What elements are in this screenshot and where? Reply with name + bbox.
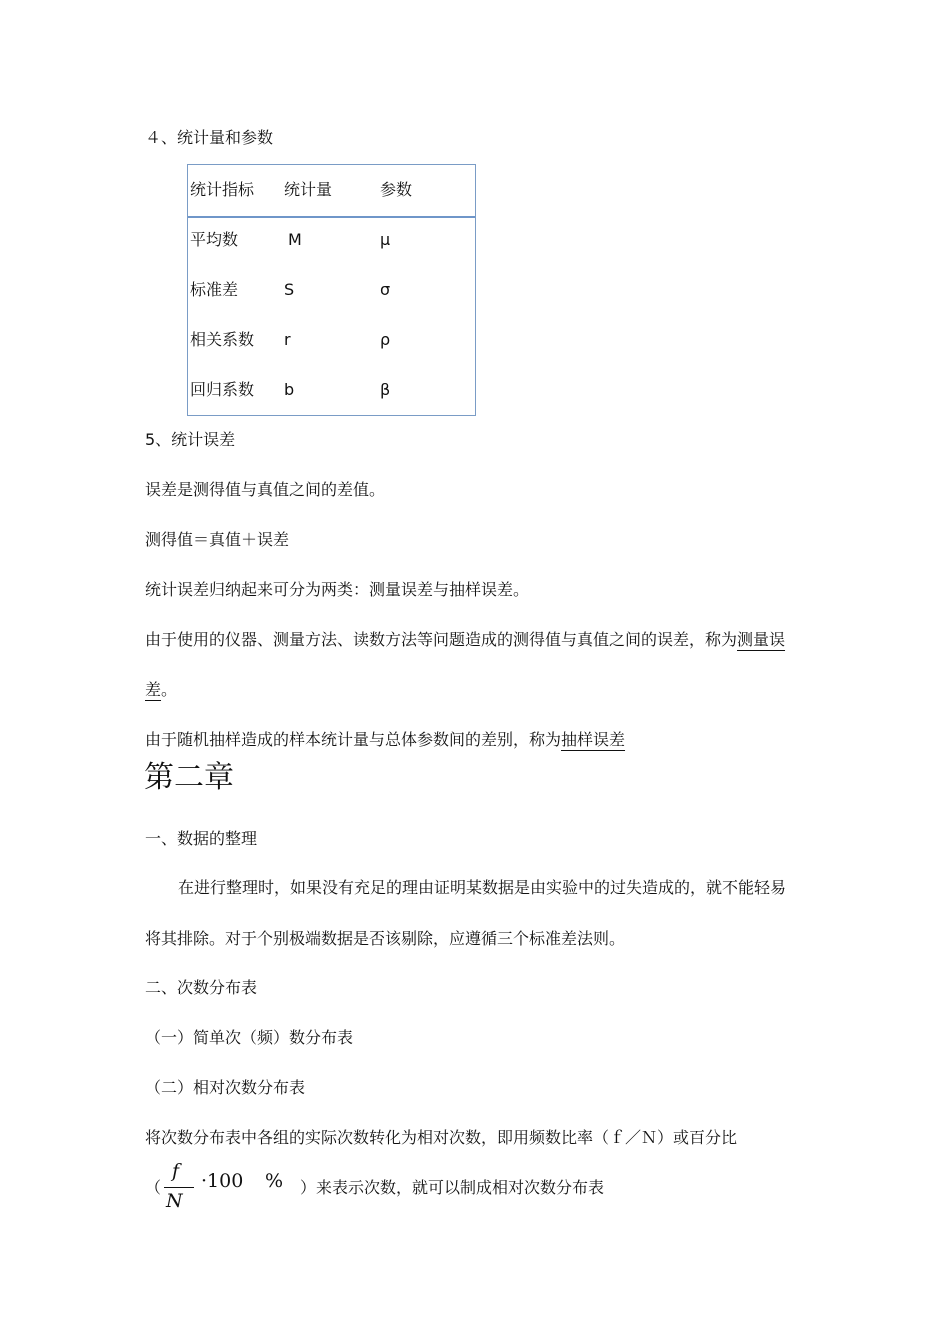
table-cell: ρ: [380, 330, 391, 349]
formula-denominator: N: [166, 1190, 183, 1212]
table-cell: σ: [380, 280, 391, 299]
term-sampling-error: 抽样误差: [561, 730, 626, 749]
table-cell: M: [288, 230, 302, 249]
section-4-title: ４、统计量和参数: [145, 128, 274, 147]
formula-percent: %: [265, 1170, 284, 1192]
subsection-relative-frequency: （二）相对次数分布表: [145, 1078, 306, 1097]
section-1-title: 一、数据的整理: [145, 829, 258, 848]
table-cell: 相关系数: [190, 330, 255, 349]
statistics-parameters-table: [187, 164, 476, 416]
section-2-title: 二、次数分布表: [145, 978, 258, 997]
paragraph-error-definition: 误差是测得值与真值之间的差值。: [145, 480, 386, 499]
chapter-title: 第二章: [144, 760, 234, 795]
formula-open-paren: （: [145, 1178, 162, 1197]
formula-numerator: f: [172, 1160, 180, 1182]
paragraph-relative-frequency: 将次数分布表中各组的实际次数转化为相对次数，即用频数比率（ｆ／Ｎ）或百分比: [145, 1128, 738, 1147]
table-cell: b: [284, 380, 295, 399]
term-measurement-error: 测量误: [737, 630, 786, 649]
paragraph-error-types: 统计误差归纳起来可分为两类：测量误差与抽样误差。: [145, 580, 530, 599]
header-parameter: 参数: [380, 180, 413, 199]
table-cell: 回归系数: [190, 380, 255, 399]
table-cell: r: [284, 330, 291, 349]
table-cell: 标准差: [190, 280, 239, 299]
table-cell: S: [284, 280, 295, 299]
paragraph-text: 由于随机抽样造成的样本统计量与总体参数间的差别，称为: [145, 730, 562, 749]
formula-multiplier: ·100: [201, 1170, 244, 1192]
formula-trailing-text: ）来表示次数，就可以制成相对次数分布表: [300, 1178, 605, 1197]
fraction-bar: [164, 1187, 194, 1188]
table-cell: β: [380, 380, 391, 399]
term-measurement-error-cont: 差: [145, 680, 162, 699]
subsection-simple-frequency: （一）简单次（频）数分布表: [145, 1028, 354, 1047]
paragraph-text: 。: [161, 680, 178, 699]
table-cell: 平均数: [190, 230, 239, 249]
paragraph-data-cleaning: 在进行整理时，如果没有充足的理由证明某数据是由实验中的过失造成的，就不能轻易: [178, 878, 787, 897]
table-cell: μ: [380, 230, 391, 249]
paragraph-formula: 测得值＝真值＋误差: [145, 530, 290, 549]
paragraph-data-cleaning-cont: 将其排除。对于个别极端数据是否该剔除，应遵循三个标准差法则。: [145, 929, 626, 948]
paragraph-measurement-error-cont: [145, 679, 177, 701]
section-5-title: 5、统计误差: [145, 430, 236, 449]
table-header-row: [188, 165, 475, 218]
header-indicator: 统计指标: [190, 180, 255, 199]
header-statistic: 统计量: [284, 180, 333, 199]
paragraph-sampling-error: [145, 729, 625, 751]
paragraph-measurement-error: [145, 629, 785, 651]
paragraph-text: 由于使用的仪器、测量方法、读数方法等问题造成的测得值与真值之间的误差，称为: [145, 630, 738, 649]
